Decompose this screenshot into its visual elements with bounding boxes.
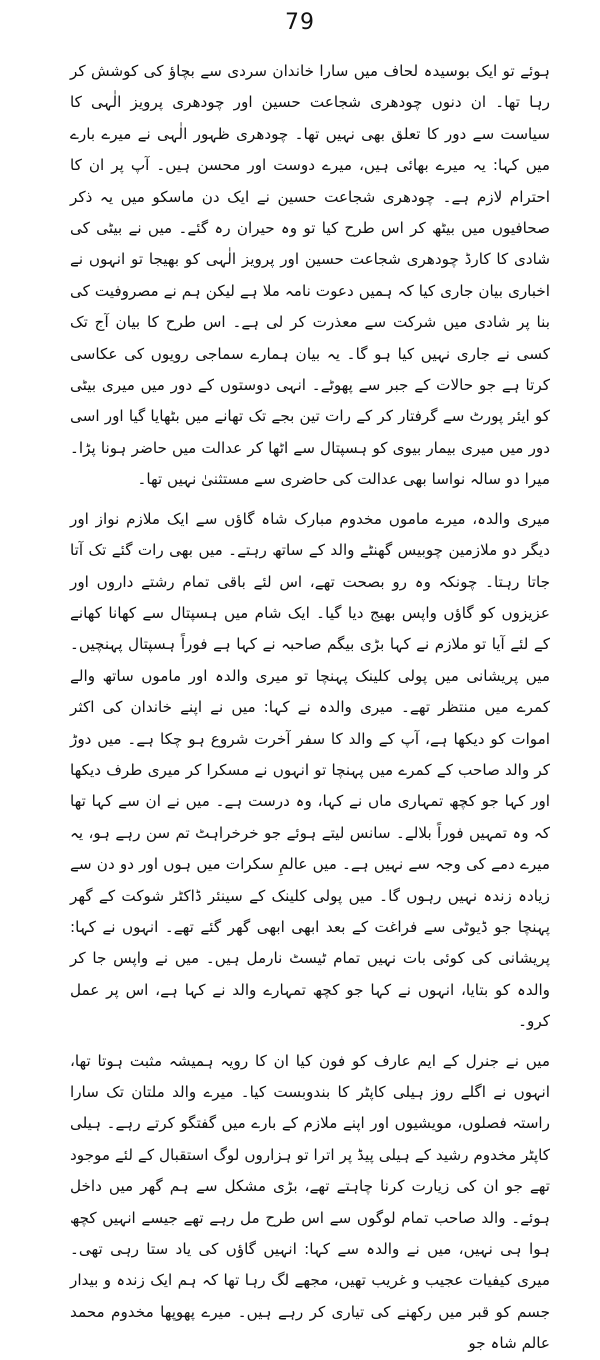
- page-number: 79: [285, 10, 315, 35]
- paragraph: ہوئے تو ایک بوسیدہ لحاف میں سارا خاندان سردی سے بچاؤ کی کوشش کر رہا تھا۔ ان دنوں چودھری شجاعت حسین اور چودھری پرویز الٰہی کا سیاست سے دور کا تعلق بھی نہیں تھا۔ چودھری ظہور الٰہی نے میرے بارے میں کہا: یہ میرے بھائی ہیں، میرے دوست اور محسن ہیں۔ آپ پر ان کا احترام لازم ہے۔ چودھری شجاعت حسین نے ایک دن ماسکو میں یہ ذکر صحافیوں میں بیٹھ کر اس طرح کیا تو وہ حیران رہ گئے۔ میں نے بیٹی کی شادی کا کارڈ چودھری شجاعت حسین اور پرویز الٰہی کو بھیجا تو انہوں نے اخباری بیان جاری کیا کہ ہمیں دعوت نامہ ملا ہے لیکن ہم نے مصروفیت کی بنا پر شادی میں شرکت سے معذرت کر لی ہے۔ اس طرح کا بیان آج تک کسی نے جاری نہیں کیا ہو گا۔ یہ بیان ہمارے سماجی رویوں کی عکاسی کرتا ہے جو حالات کے جبر سے پھوٹے۔ انہی دوستوں کے دور میں میری بیٹی کو ایئر پورٹ سے گرفتار کر کے رات تین بجے تک تھانے میں بٹھایا گیا اور اسی دور میں میری بیمار بیوی کو ہسپتال سے اٹھا کر عدالت میں حاضر ہونا پڑا۔ میرا دو سالہ نواسا بھی عدالت کی حاضری سے مستثنیٰ نہیں تھا۔: [70, 62, 550, 489]
- page-body: [70, 56, 550, 1360]
- paragraph: میں نے جنرل کے ایم عارف کو فون کیا ان کا رویہ ہمیشہ مثبت ہوتا تھا، انہوں نے اگلے روز ہیلی کاپٹر کا بندوبست کیا۔ میرے والد ملتان تک سارا راستہ فصلوں، مویشیوں اور اپنے ملازم کے بارے میں گفتگو کرتے رہے۔ ہیلی کاپٹر مخدوم رشید کے ہیلی پیڈ پر اترا تو ہزاروں لوگ استقبال کے لئے موجود تھے جو ان کی زیارت کرنا چاہتے تھے، بڑی مشکل سے ہم گھر میں داخل ہوئے۔ والد صاحب تمام لوگوں سے اس طرح مل رہے تھے جیسے انہیں کچھ ہوا ہی نہیں، میں نے والدہ سے کہا: انہیں گاؤں کی یاد ستا رہی تھی۔ میری کیفیات عجیب و غریب تھیں، مجھے لگ رہا تھا کہ ہم ایک زندہ و بیدار جسم کو قبر میں رکھنے کی تیاری کر رہے ہیں۔ میرے پھوپھا مخدوم محمد عالم شاہ جو: [70, 1051, 550, 1353]
- paragraph: میری والدہ، میرے ماموں مخدوم مبارک شاہ گاؤں سے ایک ملازم نواز اور دیگر دو ملازمین چوبیس گھنٹے والد کے ساتھ رہتے۔ میں بھی رات گئے تک آتا جاتا رہتا۔ چونکہ وہ رو بصحت تھے، اس لئے باقی تمام رشتے داروں اور عزیزوں کو گاؤں واپس بھیج دیا گیا۔ ایک شام میں ہسپتال سے کھانا کھانے کے لئے آیا تو ملازم نے کہا بڑی بیگم صاحبہ نے کہا ہے فوراً ہسپتال پہنچیں۔ میں پریشانی میں پولی کلینک پہنچا تو میری والدہ اور ماموں ساتھ والے کمرے میں منتظر تھے۔ میری والدہ نے کہا: میں نے اپنے خاندان کی اکثر اموات کو دیکھا ہے، آپ کے والد کا سفر آخرت شروع ہو چکا ہے۔ میں دوڑ کر والد صاحب کے کمرے میں پہنچا تو انہوں نے مسکرا کر میری طرف دیکھا اور کہا جو کچھ تمہاری ماں نے کہا، وہ درست ہے۔ میں نے ان سے کہا تھا کہ وہ تمہیں فوراً بلالے۔ سانس لیتے ہوئے جو خرخراہٹ تم سن رہے ہو، یہ میرے دمے کی وجہ سے نہیں ہے۔ میں عالمِ سکرات میں ہوں اور دو دن سے زیادہ زندہ نہیں رہوں گا۔ میں پولی کلینک کے سینئر ڈاکٹر شوکت کے گھر پہنچا جو ڈیوٹی سے فراغت کے بعد ابھی ابھی گھر گئے تھے۔ انہوں نے کہا: پریشانی کی کوئی بات نہیں تمام ٹیسٹ نارمل ہیں۔ میں نے واپس جا کر والدہ کو بتایا، انہوں نے کہا جو کچھ تمہارے والد نے کہا ہے، اس پر عمل کرو۔: [70, 509, 550, 1031]
